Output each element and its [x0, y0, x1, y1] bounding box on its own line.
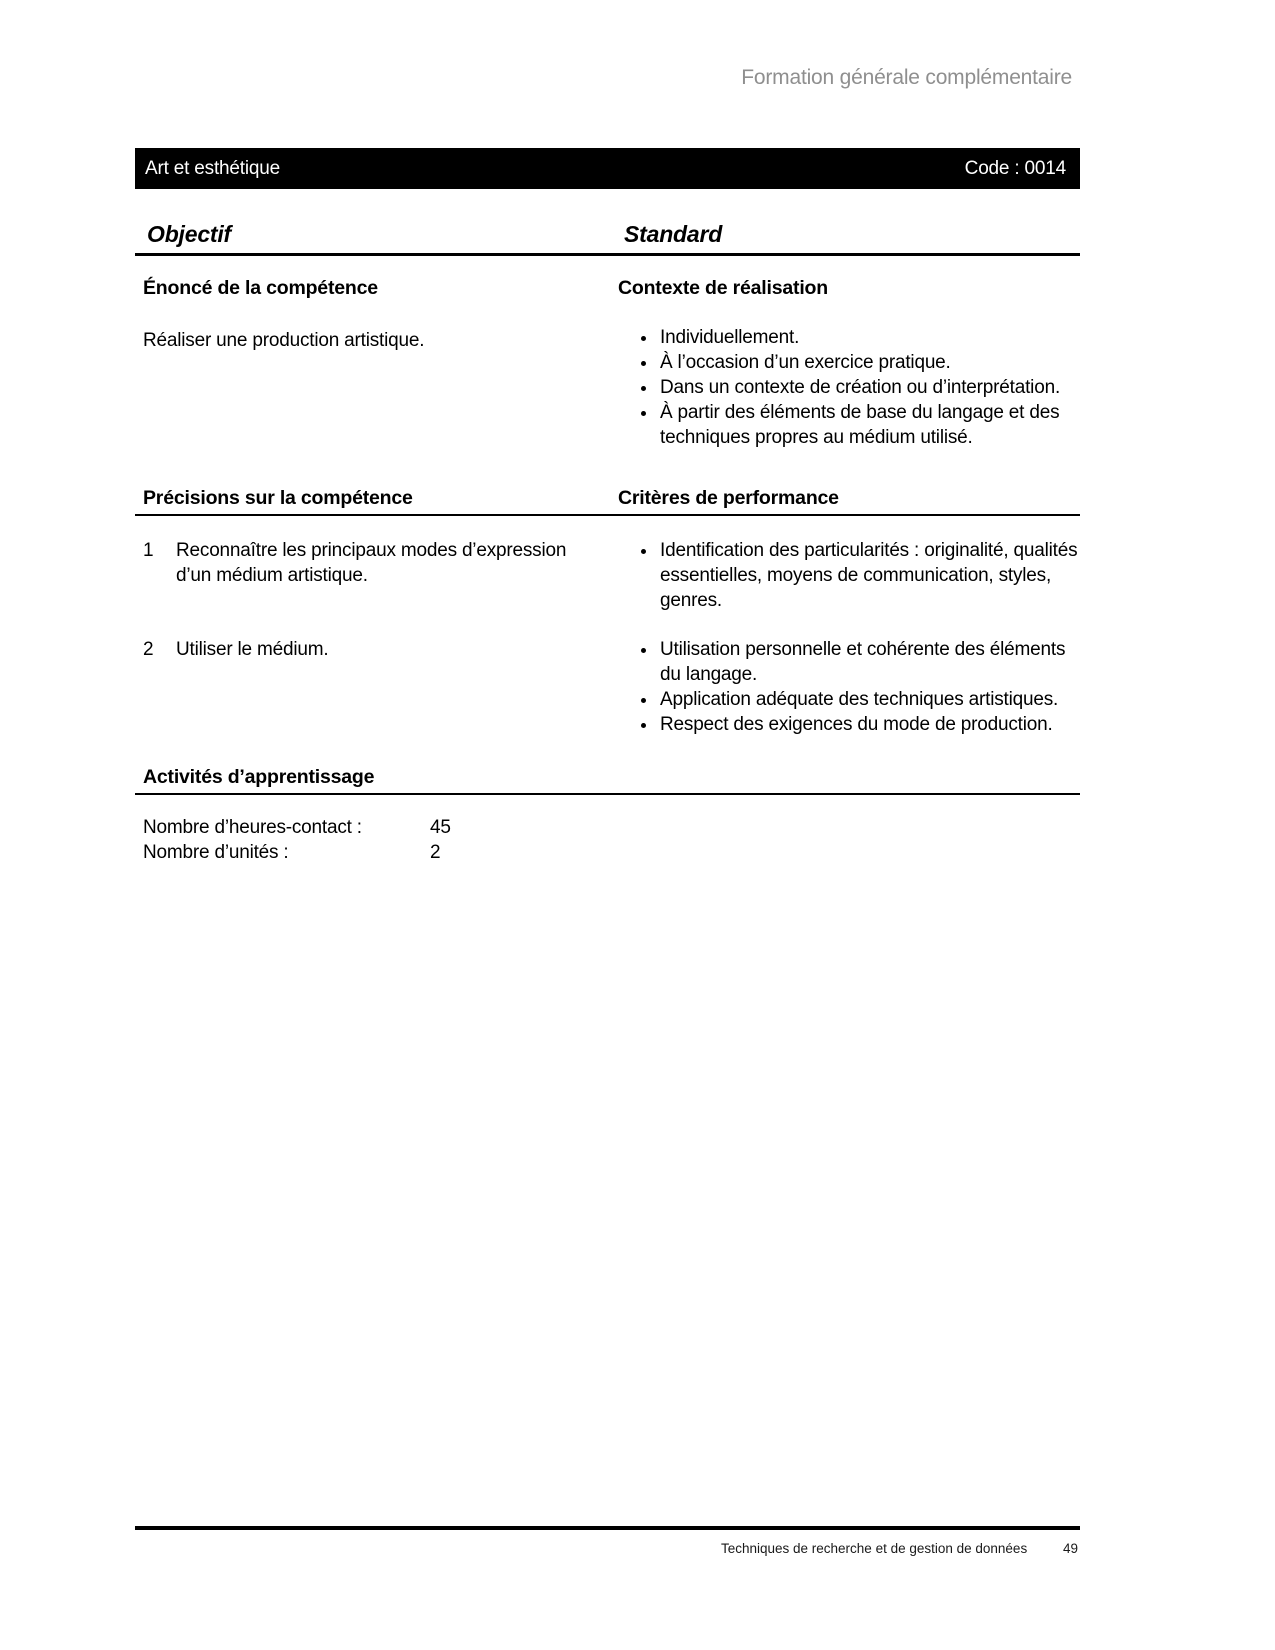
content-area	[135, 0, 1080, 865]
bullet-item: • Application adéquate des techniques artistiques.	[658, 687, 1078, 712]
precision-item-2	[135, 637, 618, 737]
standard-header: Standard	[624, 221, 723, 247]
precisions-heading: Précisions sur la compétence	[143, 487, 413, 509]
page-number: 49	[1062, 1541, 1078, 1556]
contexte-bullet-list	[618, 325, 1078, 450]
enonce-text: Réaliser une production artistique.	[143, 330, 425, 351]
course-title: Art et esthétique	[145, 157, 280, 179]
kv-value: 2	[430, 842, 441, 863]
kv-row-heures	[143, 815, 1080, 840]
bullet-item: • À partir des éléments de base du langage et des techniques propres au médium utilisé.	[658, 400, 1078, 450]
section-enonce-contexte	[135, 276, 1080, 450]
objectif-header: Objectif	[147, 221, 232, 247]
contexte-heading: Contexte de réalisation	[618, 277, 828, 299]
criteres-bullet-list-2	[618, 637, 1078, 737]
objectif-standard-header	[135, 221, 1080, 256]
enonce-column	[135, 276, 618, 450]
footer-title: Techniques de recherche et de gestion de données	[720, 1541, 1028, 1556]
criteres-group-2	[618, 637, 1080, 737]
numbered-item	[143, 637, 590, 662]
item-text: Utiliser le médium.	[176, 639, 329, 660]
section-precisions-criteres-body	[135, 538, 1080, 737]
enonce-heading: Énoncé de la compétence	[143, 277, 378, 299]
bullet-item: • Respect des exigences du mode de production.	[658, 712, 1078, 737]
criteres-heading: Critères de performance	[618, 487, 839, 509]
criteres-group-1	[618, 538, 1080, 613]
bullet-item: • Identification des particularités : originalité, qualités essentielles, moyens de communication, styles, genres.	[658, 538, 1078, 613]
bullet-item: • À l’occasion d’un exercice pratique.	[658, 350, 1078, 375]
item-number: 2	[143, 639, 154, 660]
item-text: Reconnaître les principaux modes d’expression d’un médium artistique.	[176, 540, 567, 586]
contexte-column	[618, 276, 1080, 450]
course-title-bar	[135, 148, 1080, 189]
page-footer	[135, 1526, 1080, 1556]
item-number: 1	[143, 540, 154, 561]
activites-rows	[135, 815, 1080, 865]
section-precisions-criteres-header	[135, 486, 1080, 516]
running-head: Formation générale complémentaire	[741, 66, 1072, 89]
numbered-item	[143, 538, 590, 588]
kv-value: 45	[430, 817, 451, 838]
kv-label: Nombre d’unités :	[143, 842, 289, 863]
course-code: Code : 0014	[964, 157, 1066, 179]
bullet-item: • Dans un contexte de création ou d’interprétation.	[658, 375, 1078, 400]
kv-label: Nombre d’heures-contact :	[143, 817, 362, 838]
activites-heading: Activités d’apprentissage	[135, 765, 1080, 795]
bullet-item: • Utilisation personnelle et cohérente des éléments du langage.	[658, 637, 1078, 687]
criteres-bullet-list-1	[618, 538, 1078, 613]
bullet-item: • Individuellement.	[658, 325, 1078, 350]
kv-row-unites	[143, 840, 1080, 865]
precision-item-1	[135, 538, 618, 613]
